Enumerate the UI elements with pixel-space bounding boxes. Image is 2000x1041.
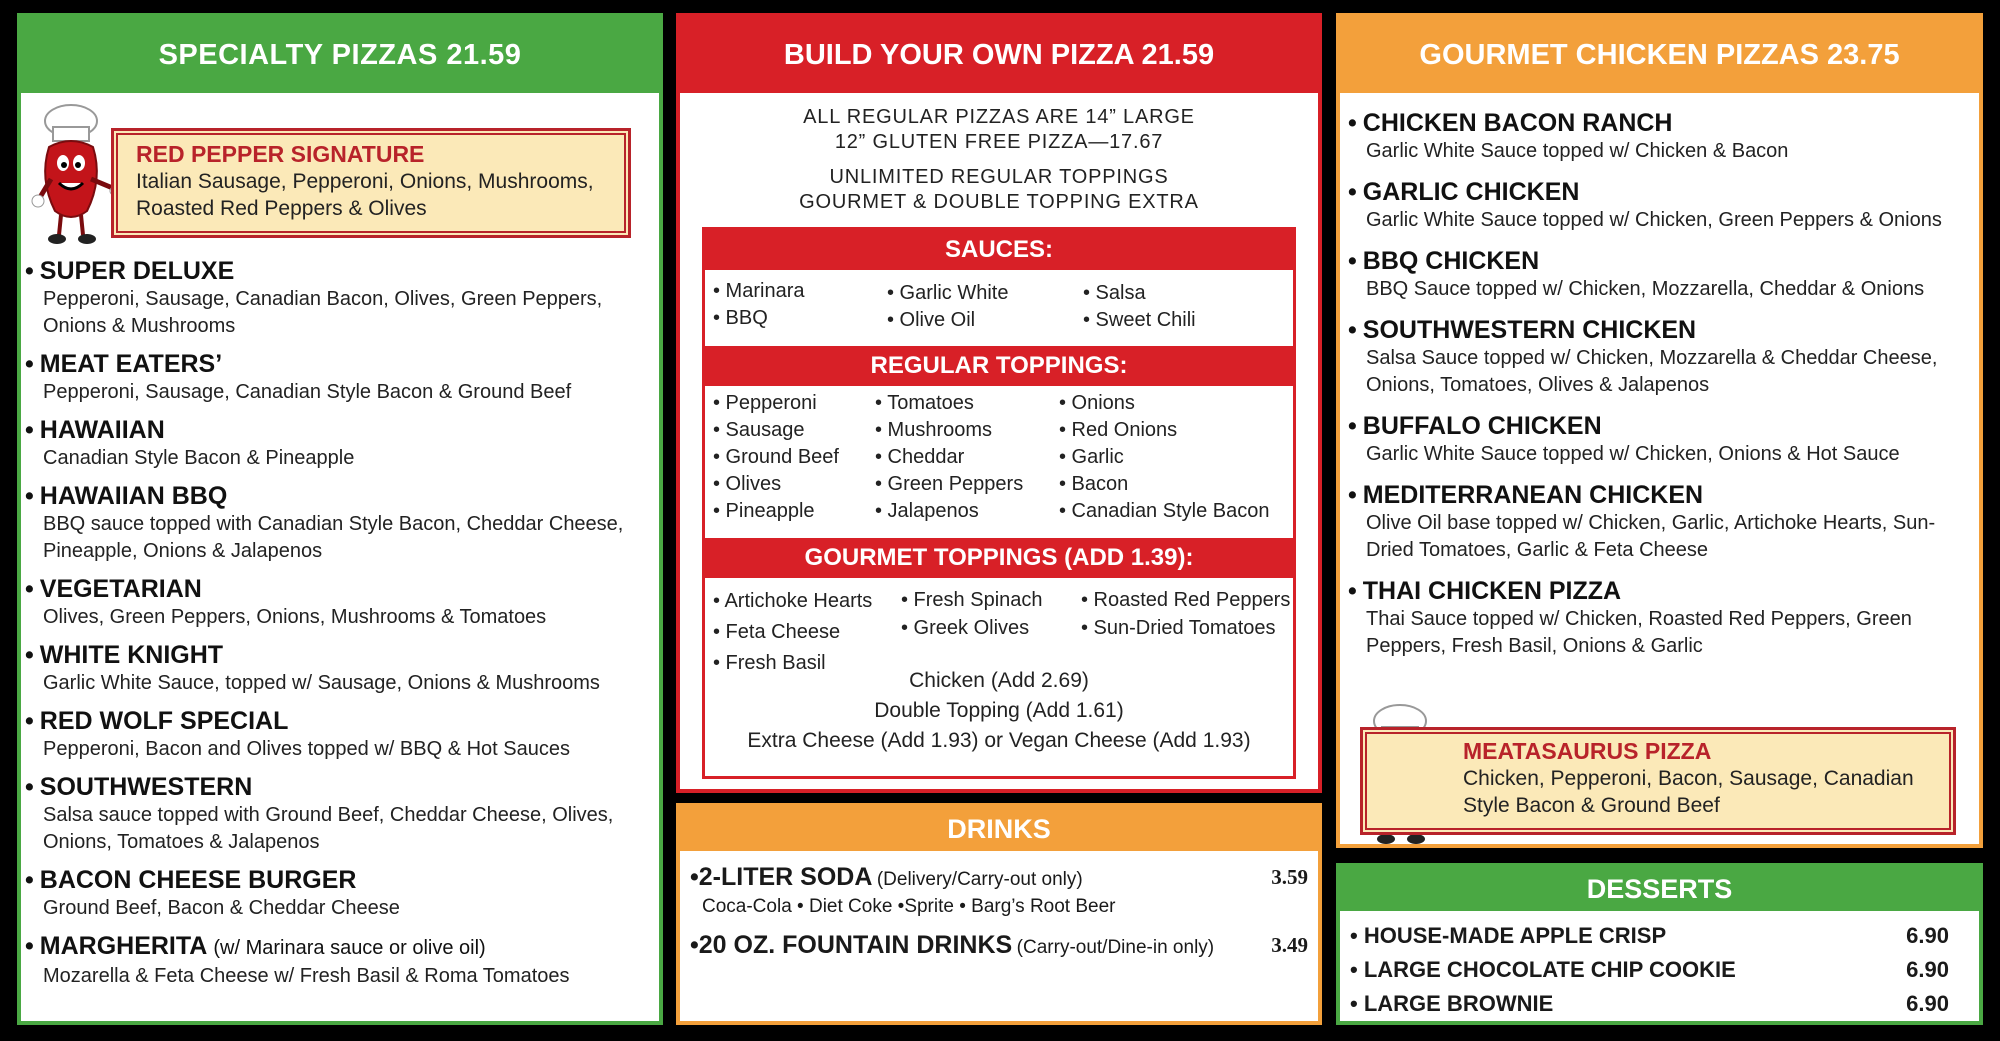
extra-line: Chicken (Add 2.69) — [909, 669, 1089, 692]
drinks-panel — [676, 803, 1322, 1025]
list-item: •20 OZ. FOUNTAIN DRINKS (Carry-out/Dine-in only) 3.49 — [690, 931, 1308, 959]
sauces-header: SAUCES: — [705, 230, 1293, 270]
list-item: • HAWAIIAN Canadian Style Bacon & Pineapple — [25, 416, 355, 469]
price: 3.49 — [1271, 933, 1308, 957]
list-item: • VEGETARIAN Olives, Green Peppers, Onions, Mushrooms & Tomatoes — [25, 575, 547, 628]
list-item: • Fresh Basil — [713, 652, 826, 674]
list-item: • CHICKEN BACON RANCH Garlic White Sauce topped w/ Chicken & Bacon — [1348, 109, 1789, 162]
list-item: • THAI CHICKEN PIZZA Thai Sauce topped w/ Chicken, Roasted Red Peppers, Green Peppers, Fresh Basil, Onions & Garlic — [1348, 577, 1912, 657]
list-item: • SUPER DELUXE Pepperoni, Sausage, Canadian Bacon, Olives, Green Peppers, Onions & Mushrooms — [25, 257, 603, 337]
meatasaurus-box — [1360, 727, 1956, 835]
toppings-box — [702, 227, 1296, 779]
list-item: • Red Onions — [1059, 419, 1178, 441]
list-item: • Jalapenos — [875, 500, 979, 522]
list-item: •2-LITER SODA (Delivery/Carry-out only) 3.59 Coca-Cola • Diet Coke •Sprite • Barg’s Root Beer — [690, 863, 1308, 917]
list-item: • Feta Cheese — [713, 621, 841, 643]
list-item: • Cheddar — [875, 446, 965, 468]
list-item: • MEDITERRANEAN CHICKEN Olive Oil base topped w/ Chicken, Garlic, Artichoke Hearts, Sun-Dried Tomatoes, Garlic & Feta Cheese — [1348, 481, 1936, 561]
list-item: • MARGHERITA (w/ Marinara sauce or olive oil) Mozarella & Feta Cheese w/ Fresh Basil & Roma Tomatoes — [25, 932, 570, 987]
gourmet-toppings-list — [705, 578, 1293, 776]
list-item: • WHITE KNIGHT Garlic White Sauce, topped w/ Sausage, Onions & Mushrooms — [25, 641, 600, 694]
list-item: • Mushrooms — [875, 419, 993, 441]
list-item: • Garlic White — [887, 282, 1009, 304]
list-item: • Onions — [1059, 392, 1135, 414]
list-item: • MEAT EATERS’ Pepperoni, Sausage, Canadian Style Bacon & Ground Beef — [25, 350, 572, 403]
desserts-panel — [1336, 863, 1983, 1025]
list-item: • Marinara — [713, 280, 805, 302]
feature-desc: Italian Sausage, Pepperoni, Onions, Mushrooms, Roasted Red Peppers & Olives — [136, 170, 594, 220]
list-item: • BACON CHEESE BURGER Ground Beef, Bacon & Cheddar Cheese — [25, 866, 400, 919]
list-item: • Green Peppers — [875, 473, 1024, 495]
gourmet-chicken-title: GOURMET CHICKEN PIZZAS 23.75 — [1340, 17, 1979, 93]
list-item: • Fresh Spinach — [901, 589, 1043, 611]
list-item: • Tomatoes — [875, 392, 974, 414]
gourmet-chicken-panel — [1336, 13, 1983, 848]
price: 6.90 — [1906, 957, 1949, 982]
list-item: • Olive Oil — [887, 309, 976, 331]
list-item: • Artichoke Hearts — [713, 590, 873, 612]
regular-toppings-list — [705, 386, 1293, 538]
specialty-pizzas-title: SPECIALTY PIZZAS 21.59 — [21, 17, 659, 93]
list-item: • Sweet Chili — [1083, 309, 1196, 331]
red-pepper-signature-box — [111, 128, 631, 238]
specialty-list — [25, 256, 655, 999]
list-item: • Garlic — [1059, 446, 1124, 468]
list-item: • Bacon — [1059, 473, 1129, 495]
feature-title: MEATASAURUS PIZZA — [1463, 738, 1712, 764]
extra-line: Double Topping (Add 1.61) — [874, 699, 1124, 722]
list-item: • Pepperoni — [713, 392, 817, 414]
desserts-title: DESSERTS — [1340, 867, 1979, 911]
sauces-list — [705, 270, 1293, 346]
list-item: • Pineapple — [713, 500, 815, 522]
intro-line: UNLIMITED REGULAR TOPPINGS — [829, 166, 1169, 188]
price: 3.59 — [1271, 865, 1308, 889]
extra-line: Extra Cheese (Add 1.93) or Vegan Cheese (Add 1.93) — [747, 729, 1251, 752]
list-item: • RED WOLF SPECIAL Pepperoni, Bacon and Olives topped w/ BBQ & Hot Sauces — [25, 707, 570, 760]
list-item: • Sausage — [713, 419, 805, 441]
price: 6.90 — [1906, 923, 1949, 948]
list-item: • LARGE BROWNIE 6.90 — [1350, 991, 1949, 1016]
list-item: • Canadian Style Bacon — [1059, 500, 1270, 522]
list-item: • HOUSE-MADE APPLE CRISP 6.90 — [1350, 923, 1949, 948]
chicken-list — [1348, 108, 1978, 669]
specialty-pizzas-panel — [17, 13, 663, 1025]
drinks-title: DRINKS — [680, 807, 1318, 851]
gourmet-toppings-header: GOURMET TOPPINGS (ADD 1.39): — [705, 538, 1293, 578]
list-item: • Olives — [713, 473, 782, 495]
list-item: • BBQ CHICKEN BBQ Sauce topped w/ Chicken, Mozzarella, Cheddar & Onions — [1348, 247, 1925, 300]
feature-title: RED PEPPER SIGNATURE — [136, 141, 425, 167]
list-item: • LARGE CHOCOLATE CHIP COOKIE 6.90 — [1350, 957, 1949, 982]
red-pepper-chef-mascot-icon — [31, 99, 123, 247]
list-item: • Roasted Red Peppers — [1081, 589, 1291, 611]
intro-line: GOURMET & DOUBLE TOPPING EXTRA — [799, 191, 1199, 213]
list-item: • BUFFALO CHICKEN Garlic White Sauce topped w/ Chicken, Onions & Hot Sauce — [1348, 412, 1900, 465]
intro-line: 12” GLUTEN FREE PIZZA—17.67 — [834, 131, 1164, 153]
list-item: • HAWAIIAN BBQ BBQ sauce topped with Canadian Style Bacon, Cheddar Cheese, Pineapple, Onions & Jalapenos — [25, 482, 624, 562]
build-your-own-panel — [676, 13, 1322, 793]
list-item: • Salsa — [1083, 282, 1146, 304]
list-item: • GARLIC CHICKEN Garlic White Sauce topped w/ Chicken, Green Peppers & Onions — [1348, 178, 1942, 231]
regular-toppings-header: REGULAR TOPPINGS: — [705, 346, 1293, 386]
list-item: • SOUTHWESTERN CHICKEN Salsa Sauce topped w/ Chicken, Mozzarella & Cheddar Cheese, Onions, Tomatoes, Olives & Jalapenos — [1348, 316, 1938, 396]
list-item: • Greek Olives — [901, 617, 1030, 639]
drink-options: Coca-Cola • Diet Coke •Sprite • Barg’s Root Beer — [702, 896, 1116, 917]
build-your-own-title: BUILD YOUR OWN PIZZA 21.59 — [680, 17, 1318, 93]
list-item: • Ground Beef — [713, 446, 839, 468]
list-item: • SOUTHWESTERN Salsa sauce topped with Ground Beef, Cheddar Cheese, Olives, Onions, Tomatoes & Jalapenos — [25, 773, 614, 853]
feature-desc: Chicken, Pepperoni, Bacon, Sausage, Canadian Style Bacon & Ground Beef — [1463, 767, 1914, 817]
price: 6.90 — [1906, 991, 1949, 1016]
list-item: • BBQ — [713, 307, 768, 329]
build-intro — [680, 105, 1318, 215]
list-item: • Sun-Dried Tomatoes — [1081, 617, 1276, 639]
intro-line: ALL REGULAR PIZZAS ARE 14” LARGE — [803, 106, 1195, 128]
